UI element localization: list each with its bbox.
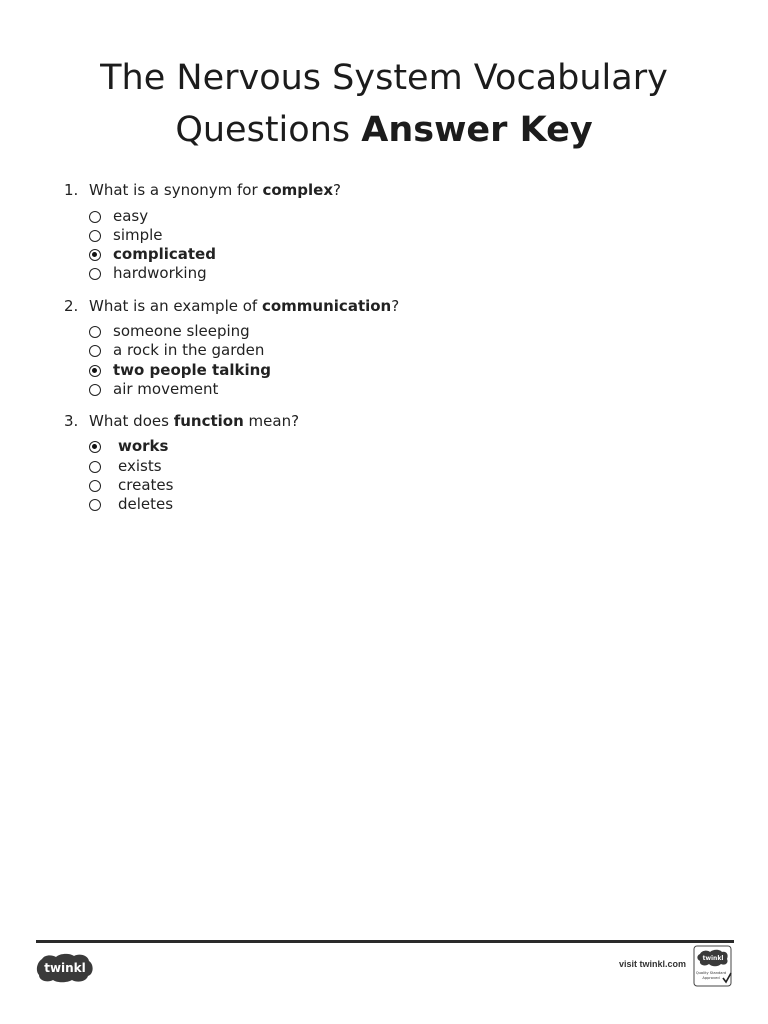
option-label: someone sleeping (113, 322, 250, 340)
option-label: exists (118, 457, 162, 475)
page-title (0, 52, 768, 156)
option-label: two people talking (113, 361, 272, 379)
option-label: a rock in the garden (113, 341, 265, 359)
option-label: creates (118, 476, 174, 494)
question-suffix: mean? (243, 412, 300, 430)
badge-brand: twinkl (702, 955, 724, 962)
radio-button-selected[interactable] (89, 249, 101, 261)
question-number: 2. (64, 297, 79, 315)
question-number: 3. (64, 412, 79, 430)
radio-button-selected[interactable] (89, 365, 101, 377)
title-line-1: The Nervous System Vocabulary (100, 58, 668, 98)
question-suffix: ? (333, 181, 341, 199)
question-keyword: complex (262, 181, 333, 199)
quality-standard-badge (693, 945, 733, 987)
radio-button[interactable] (89, 345, 101, 357)
option-label: hardworking (113, 264, 207, 282)
logo-text: twinkl (44, 961, 86, 975)
radio-button[interactable] (89, 230, 101, 242)
radio-button[interactable] (89, 384, 101, 396)
option-q3-deletes[interactable] (89, 495, 173, 514)
title-line-2-bold: Answer Key (361, 110, 593, 150)
question-text: What does (89, 412, 174, 430)
question-keyword: function (173, 412, 244, 430)
option-label: deletes (118, 495, 174, 513)
option-q2-someone-sleeping[interactable] (89, 322, 250, 341)
question-text: What is a synonym for (89, 181, 263, 199)
option-label: air movement (113, 380, 219, 398)
option-q1-simple[interactable] (89, 226, 163, 245)
option-label: complicated (113, 245, 216, 263)
question-3 (64, 411, 299, 431)
question-1 (64, 180, 341, 200)
radio-button[interactable] (89, 211, 101, 223)
option-q1-easy[interactable] (89, 207, 148, 226)
option-q2-air-movement[interactable] (89, 380, 218, 399)
option-label: simple (113, 226, 163, 244)
option-q1-hardworking[interactable] (89, 264, 207, 283)
title-line-2 (0, 104, 768, 156)
title-line-2-prefix: Questions (175, 110, 362, 150)
badge-caption-1: Quality Standard (695, 971, 727, 975)
option-label: works (118, 437, 169, 455)
question-2 (64, 296, 399, 316)
option-label: easy (113, 207, 149, 225)
radio-button[interactable] (89, 480, 101, 492)
radio-button[interactable] (89, 268, 101, 280)
radio-button[interactable] (89, 499, 101, 511)
radio-button[interactable] (89, 326, 101, 338)
option-q3-exists[interactable] (89, 457, 162, 476)
radio-button-selected[interactable] (89, 441, 101, 453)
visit-link[interactable]: visit twinkl.com (618, 959, 686, 969)
question-number: 1. (64, 181, 79, 199)
question-keyword: communication (261, 297, 392, 315)
badge-caption-2: Approved (702, 976, 720, 980)
footer-divider (36, 940, 734, 943)
question-text: What is an example of (89, 297, 262, 315)
option-q3-works[interactable] (89, 437, 168, 456)
option-q1-complicated[interactable] (89, 245, 216, 264)
option-q3-creates[interactable] (89, 476, 173, 495)
twinkl-logo[interactable] (36, 953, 94, 983)
question-suffix: ? (391, 297, 400, 315)
option-q2-two-people-talking[interactable] (89, 361, 271, 380)
radio-button[interactable] (89, 461, 101, 473)
option-q2-rock[interactable] (89, 341, 264, 360)
